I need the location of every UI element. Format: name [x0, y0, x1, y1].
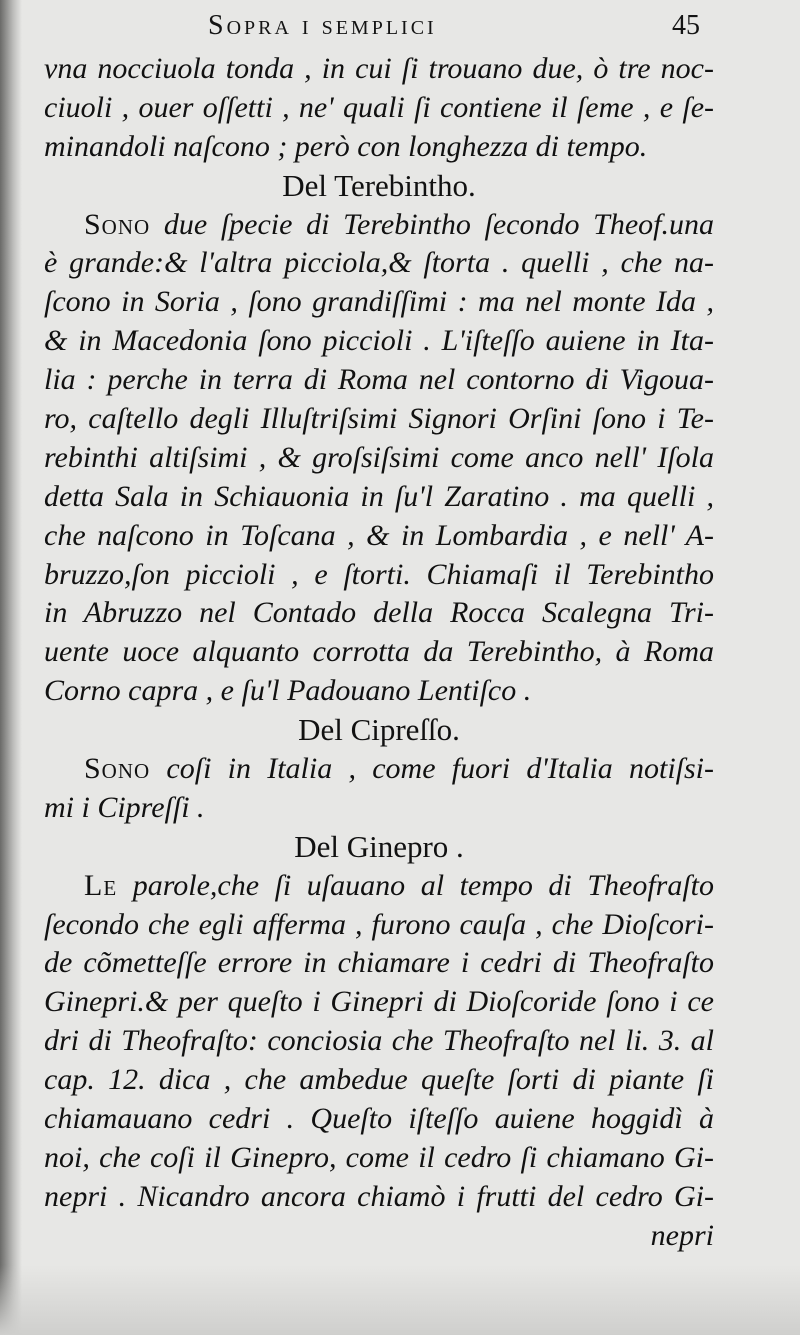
- text-line: [44, 517, 714, 556]
- running-title: Sopra i semplici: [208, 10, 437, 41]
- line-text: ro, caſtello degli Illuſtriſsimi Signori Orſini ſono i Te-: [44, 402, 714, 436]
- line-text: cap. 12. dica , che ambedue queſte ſorti di piante ſi: [44, 1063, 714, 1097]
- text-line: [44, 1217, 714, 1256]
- running-head: [0, 10, 800, 44]
- text-line: [44, 1022, 714, 1061]
- text-line: [44, 672, 714, 711]
- text-line: [44, 750, 714, 789]
- line-text: in Abruzzo nel Contado della Rocca Scalegna Tri-: [44, 596, 714, 630]
- line-text: minandoli naſcono ; però con longhezza di tempo.: [44, 129, 648, 163]
- text-line: [44, 128, 714, 167]
- line-text: Corno capra , e ſu'l Padouano Lentiſco .: [44, 674, 532, 708]
- text-line: [44, 1178, 714, 1217]
- text-line: [44, 50, 714, 89]
- text-line: [44, 867, 714, 906]
- line-text: & in Macedonia ſono piccioli . L'iſteſſo auiene in Ita-: [44, 324, 714, 358]
- text-line: [44, 478, 714, 517]
- text-line: [44, 1100, 714, 1139]
- lead-word: Sono: [84, 752, 151, 786]
- line-text: mi i Cipreſſi .: [44, 790, 205, 824]
- text-block: [44, 50, 714, 1256]
- page-bottom-shade: [0, 1265, 800, 1335]
- line-text: dri di Theofraſto: conciosia che Theofraſto nel li. 3. al: [44, 1024, 714, 1058]
- line-text: de cõmetteſſe errore in chiamare i cedri di Theofraſto: [44, 946, 714, 980]
- text-line: [44, 1061, 714, 1100]
- text-line: [44, 906, 714, 945]
- text-line: [44, 789, 714, 828]
- text-line: [44, 206, 714, 245]
- line-text: coſi in Italia , come fuori d'Italia notiſsi-: [150, 752, 714, 786]
- line-text: nepri: [650, 1218, 714, 1252]
- text-line: [44, 283, 714, 322]
- text-line: [44, 322, 714, 361]
- text-line: [44, 439, 714, 478]
- line-text: vna nocciuola tonda , in cui ſi trouano due, ò tre noc-: [44, 52, 714, 85]
- text-line: [44, 556, 714, 595]
- line-text: detta Sala in Schiauonia in ſu'l Zaratino . ma quelli ,: [44, 479, 714, 513]
- line-text: ſecondo che egli afferma , furono cauſa , che Dioſcori-: [44, 907, 714, 941]
- lead-word: Le: [84, 868, 118, 902]
- line-text: che naſcono in Toſcana , & in Lombardia , e nell' A-: [44, 518, 714, 552]
- line-text: bruzzo,ſon piccioli , e ſtorti. Chiamaſi il Terebintho: [44, 557, 714, 591]
- line-text: uente uoce alquanto corrotta da Terebintho, à Roma: [44, 635, 714, 669]
- line-text: due ſpecie di Terebintho ſecondo Theof.una: [150, 207, 714, 241]
- section-heading: Del Ginepro .: [294, 828, 464, 864]
- text-line: [44, 594, 714, 633]
- line-text: ciuoli , ouer oſſetti , ne' quali ſi contiene il ſeme , e ſe-: [44, 90, 714, 124]
- line-text: noi, che coſi il Ginepro, come il cedro ſi chiamano Gi-: [44, 1140, 714, 1174]
- line-text: Ginepri.& per queſto i Ginepri di Dioſcoride ſono i ce: [44, 985, 714, 1019]
- text-line: [44, 244, 714, 283]
- line-text: chiamauano cedri . Queſto iſteſſo auiene hoggidì à: [44, 1102, 714, 1136]
- text-line: [44, 89, 714, 128]
- line-text: ſcono in Soria , ſono grandiſſimi : ma nel monte Ida ,: [44, 285, 714, 319]
- section-heading: Del Cipreſſo.: [298, 712, 460, 748]
- text-line: [44, 400, 714, 439]
- line-text: parole,che ſi uſauano al tempo di Theofraſto: [117, 868, 714, 902]
- line-text: nepri . Nicandro ancora chiamò i frutti del cedro Gi-: [44, 1179, 714, 1213]
- lead-word: Sono: [84, 207, 151, 241]
- line-text: lia : perche in terra di Roma nel contorno di Vigoua-: [44, 363, 714, 397]
- line-text: rebinthi altiſsimi , & groſsiſsimi come anco nell' Iſola: [44, 440, 714, 474]
- section-heading: Del Terebintho.: [282, 167, 476, 203]
- text-line: [44, 944, 714, 983]
- text-line: [44, 983, 714, 1022]
- page-edge-shadow: [0, 0, 22, 1335]
- text-line: [44, 1139, 714, 1178]
- page-number: 45: [672, 10, 700, 41]
- text-line: [44, 361, 714, 400]
- line-text: è grande:& l'altra picciola,& ſtorta . quelli , che na-: [44, 246, 714, 280]
- text-line: [44, 633, 714, 672]
